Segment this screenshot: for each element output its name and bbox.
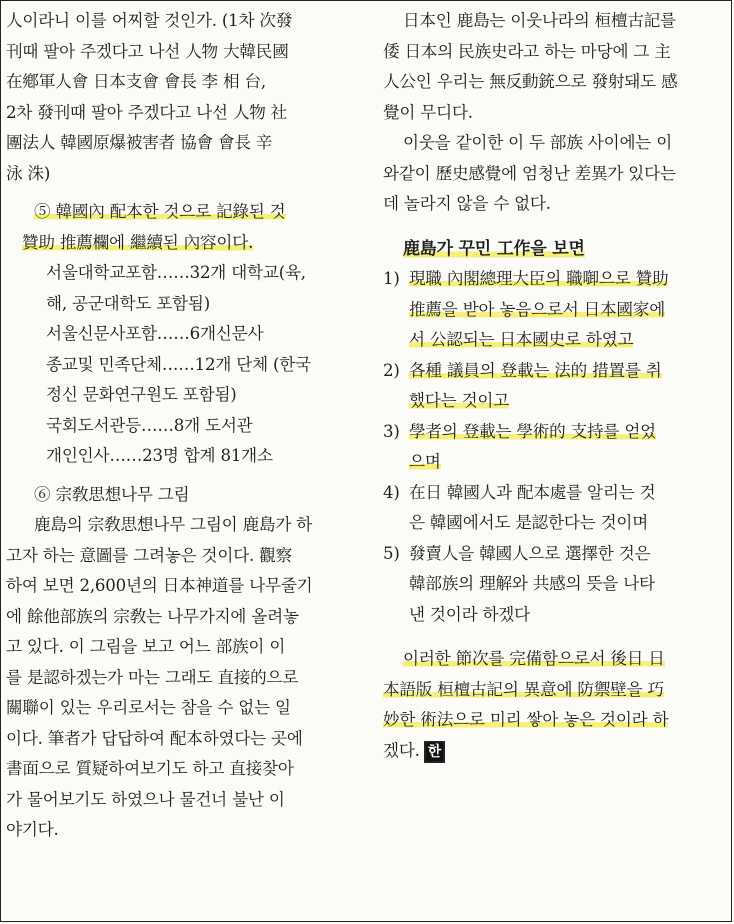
right-column xyxy=(383,6,725,766)
text-line: 고 있다. 이 그림을 보고 어느 部族이 이 xyxy=(6,637,286,656)
text-line: 鹿島의 宗敎思想나무 그림이 鹿島가 하 xyxy=(34,515,313,534)
text-line: 日本인 鹿島는 이웃나라의 桓檀古記를 xyxy=(403,11,677,30)
text-line: 在鄕軍人會 日本支會 會長 李 相 台, xyxy=(6,72,266,91)
text-line: 2차 發刊때 팔아 주겠다고 나선 人物 社 xyxy=(6,102,288,122)
item-5-title: ⑤ 韓國內 配本한 것으로 記錄된 것 xyxy=(34,202,286,221)
text-line: 妙한 術法으로 미리 쌓아 놓은 것이라 하 xyxy=(383,710,669,729)
end-mark-badge: 한 xyxy=(424,741,445,763)
text-line: 와같이 歷史感覺에 엄청난 差異가 있다는 xyxy=(383,163,676,183)
list-line: 개인인사……23명 합계 81개소 xyxy=(46,446,273,465)
list-item-line: 낸 것이라 하겠다 xyxy=(409,604,530,624)
list-item: 4) 在日 韓國人과 配本處를 알리는 것 xyxy=(383,482,656,502)
list-line: 국회도서관등……8개 도서관 xyxy=(46,415,253,435)
text-line: 關聯이 있는 우리로서는 참을 수 없는 일 xyxy=(6,698,291,717)
left-column xyxy=(6,6,356,846)
list-item: 1) 現職 內閣總理大臣의 職啣으로 贊助 xyxy=(383,269,669,288)
section-heading: 鹿島가 꾸민 工作을 보면 xyxy=(403,238,585,259)
text-line: 人公인 우리는 無反動銃으로 發射돼도 感 xyxy=(383,72,678,91)
list-item-line: 韓部族의 理解와 共感의 뜻을 나타 xyxy=(409,574,655,593)
list-line: 서울신문사포함……6개신문사 xyxy=(46,324,264,343)
list-item-line: 推薦을 받아 놓음으로서 日本國家에 xyxy=(409,299,666,319)
text-line: 覺이 무디다. xyxy=(383,102,473,122)
text-line: 倭 日本의 民族史라고 하는 마당에 그 主 xyxy=(383,41,671,61)
list-item: 3) 學者의 登載는 學術的 支持를 얻었 xyxy=(383,421,656,441)
text-line: 야기다. xyxy=(6,820,59,839)
text-line: 本語版 桓檀古記의 異意에 防禦壁을 巧 xyxy=(383,679,664,699)
list-line: 종교및 민족단체……12개 단체 (한국 xyxy=(46,354,311,374)
text-line: 하여 보면 2,600년의 日本神道를 나무줄기 xyxy=(6,576,313,595)
text-line: 泳 洙) xyxy=(6,163,51,183)
item-5-line: 贊助 推薦欄에 繼續된 內容이다. xyxy=(22,232,254,252)
list-item-line: 했다는 것이고 xyxy=(409,391,510,410)
list-item-line: 은 韓國에서도 是認한다는 것이며 xyxy=(409,513,649,532)
list-item: 5) 發賣人을 韓國人으로 選擇한 것은 xyxy=(383,543,651,563)
text-line: 團法人 韓國原爆被害者 協會 會長 辛 xyxy=(6,133,273,152)
text-line: 이다. 筆者가 답답하여 配本하였다는 곳에 xyxy=(6,728,303,748)
text-line: 가 물어보기도 하였으나 물건너 불난 이 xyxy=(6,789,285,809)
item-6-title: ⑥ 宗敎思想나무 그림 xyxy=(34,484,190,504)
text-line: 데 놀라지 않을 수 없다. xyxy=(383,194,551,213)
list-line: 정신 문화연구원도 포함됨) xyxy=(46,385,237,404)
text-line: 書面으로 質疑하여보기도 하고 直接찾아 xyxy=(6,759,294,778)
text-line: 고자 하는 意圖를 그려놓은 것이다. 觀察 xyxy=(6,545,292,565)
list-line: 해, 공군대학도 포함됨) xyxy=(46,293,210,313)
text-line: 이웃을 같이한 이 두 部族 사이에는 이 xyxy=(403,133,673,152)
text-line: 를 是認하겠는가 마는 그래도 直接的으로 xyxy=(6,667,299,687)
text-line: 이러한 節次를 完備함으로서 後日 日 xyxy=(403,649,665,668)
list-line: 서울대학교포함……32개 대학교(육, xyxy=(46,263,306,282)
text-line: 人이라니 이를 어찌할 것인가. (1차 次發 xyxy=(6,11,293,30)
list-item-line: 으며 xyxy=(409,452,441,471)
list-item-line: 서 公認되는 日本國史로 하였고 xyxy=(409,330,634,349)
text-line: 에 餘他部族의 宗敎는 나무가지에 올려놓 xyxy=(6,606,299,626)
text-line: 刊때 팔아 주겠다고 나선 人物 大韓民國 xyxy=(6,41,289,61)
list-item: 2) 各種 議員의 登載는 法的 措置를 취 xyxy=(383,360,662,380)
text-line: 겠다. 한 xyxy=(383,736,725,767)
